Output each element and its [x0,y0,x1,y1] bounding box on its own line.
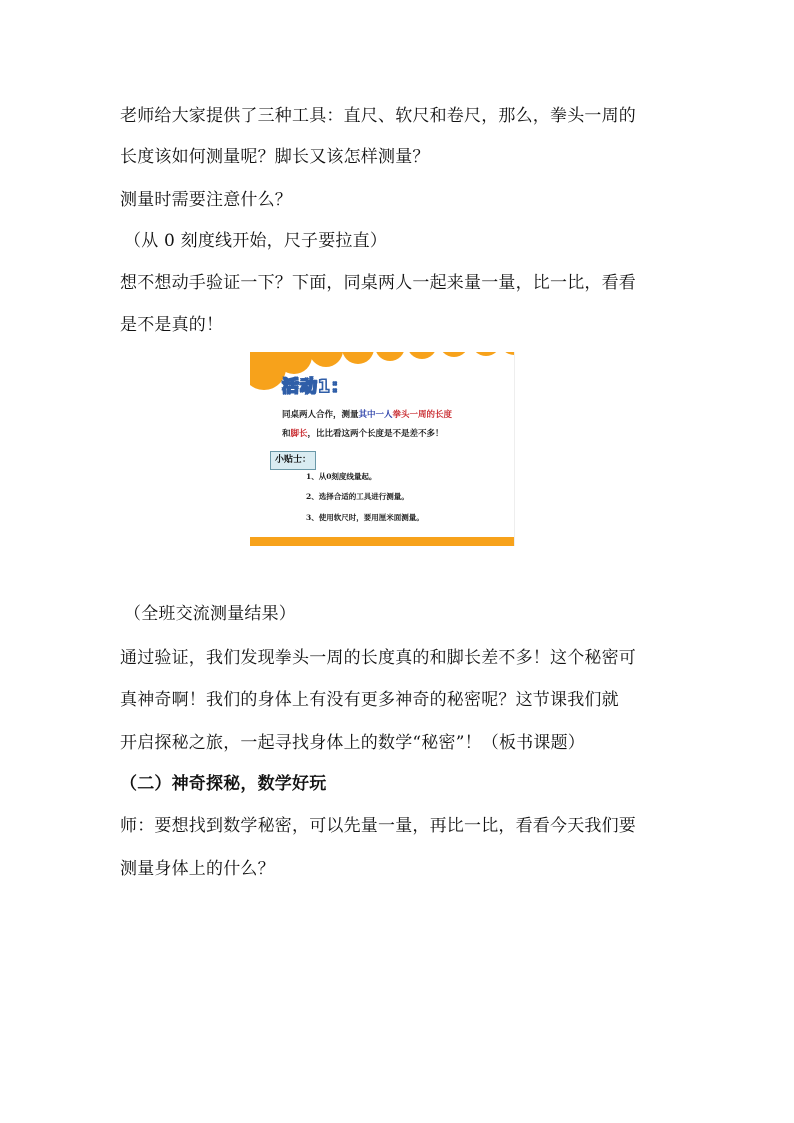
slide-tip-2: 2、选择合适的工具进行测量。 [306,492,409,501]
paragraph-result-line-1: 通过验证，我们发现拳头一周的长度真的和脚长差不多！这个秘密可 [120,648,636,668]
section-heading: （二）神奇探秘，数学好玩 [120,774,327,794]
slide-instruction-line-2: 和脚长，比比看这两个长度是不是差不多！ [282,429,444,439]
paragraph-tools-line-2: 长度该如何测量呢？脚长又该怎样测量？ [120,147,430,167]
slide-title: 活动1： [282,377,349,397]
paragraph-result-line-2: 真神奇啊！我们的身体上有没有更多神奇的秘密呢？这节课我们就 [120,690,619,710]
paragraph-tools-line-1: 老师给大家提供了三种工具：直尺、软尺和卷尺，那么，拳头一周的 [120,106,636,126]
paragraph-teacher-line-1: 师：要想找到数学秘密，可以先量一量，再比一比，看看今天我们要 [120,816,636,836]
paragraph-result-line-3: 开启探秘之旅，一起寻找身体上的数学“秘密”！（板书课题） [120,733,585,753]
slide-instruction-line-1: 同桌两人合作，测量其中一人拳头一周的长度 [282,410,453,420]
paragraph-question: 测量时需要注意什么？ [120,190,292,210]
slide-tip-3: 3、使用软尺时，要用厘米面测量。 [306,513,424,522]
paragraph-class-exchange: （全班交流测量结果） [124,604,296,624]
paragraph-answer-note: （从 0 刻度线开始，尺子要拉直） [124,231,388,251]
tips-label-box: 小贴士： [270,451,316,470]
paragraph-verify-line-2: 是不是真的！ [120,315,224,335]
activity-slide-image [250,352,515,546]
paragraph-teacher-line-2: 测量身体上的什么？ [120,859,275,879]
slide-tip-1: 1、从0刻度线量起。 [306,472,377,481]
slide-bottom-bar [250,537,514,546]
paragraph-verify-line-1: 想不想动手验证一下？下面，同桌两人一起来量一量，比一比，看看 [120,273,636,293]
